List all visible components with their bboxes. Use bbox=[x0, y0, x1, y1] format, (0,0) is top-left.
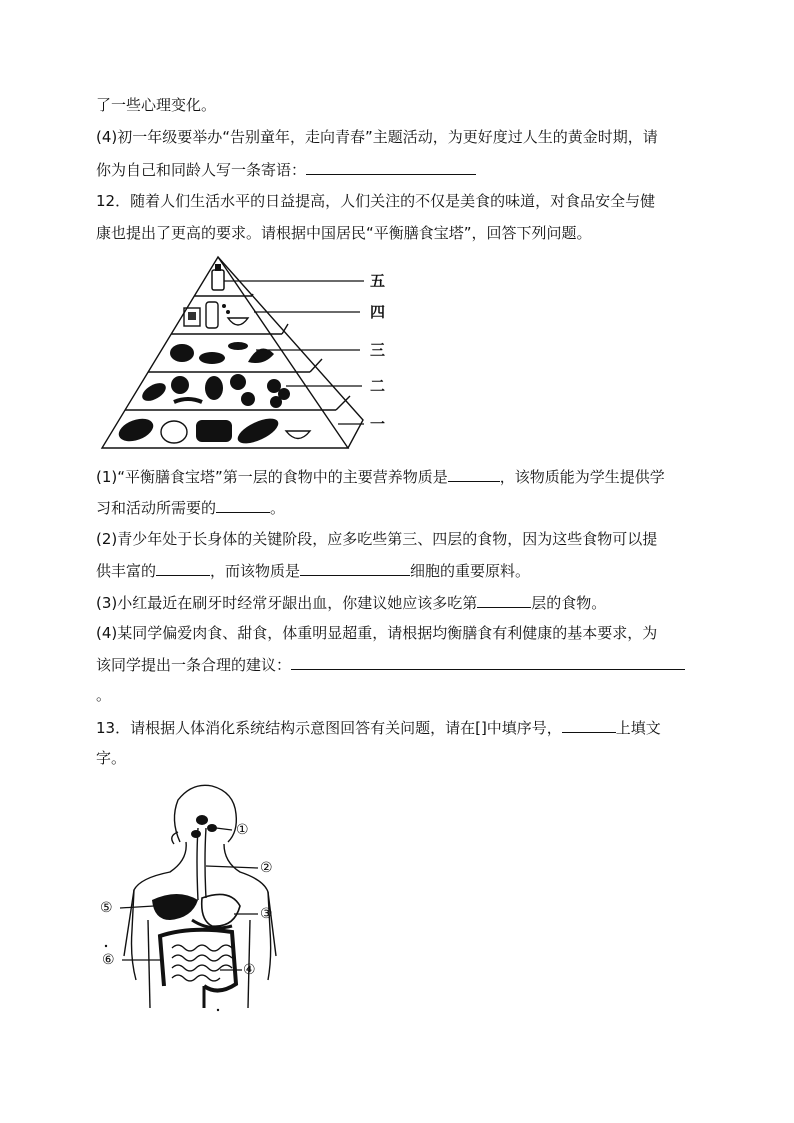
tier2-food-icons bbox=[139, 374, 290, 408]
digest-label-1: ① bbox=[236, 822, 249, 838]
q12-p1-blank1[interactable] bbox=[448, 465, 500, 482]
q12-p1-text-d: 。 bbox=[270, 499, 286, 517]
digest-label-3: ③ bbox=[260, 906, 273, 922]
tier4-food-icons bbox=[184, 302, 248, 328]
q12-p3-line bbox=[96, 591, 606, 614]
q12-p2-text-c: 细胞的重要原料。 bbox=[410, 562, 531, 580]
food-pyramid-figure bbox=[98, 254, 398, 454]
q12-p4-end: 。 bbox=[96, 686, 112, 704]
q12-p1-line1 bbox=[96, 465, 665, 488]
q12-p3-text-a: (3)小红最近在刷牙时经常牙龈出血，你建议她应该多吃第 bbox=[96, 594, 478, 612]
digest-label-6: ⑥ bbox=[102, 952, 115, 968]
q11-tail-line: 了一些心理变化。 bbox=[96, 96, 217, 114]
salivary-gland bbox=[191, 815, 217, 838]
q12-p1-text-c: 习和活动所需要的 bbox=[96, 499, 217, 517]
q12-intro-line1: 12．随着人们生活水平的日益提高，人们关注的不仅是美食的味道，对食品安全与健 bbox=[96, 192, 656, 210]
pyramid-label-2: 二 bbox=[370, 377, 386, 395]
digest-label-5: ⑤ bbox=[100, 900, 113, 916]
tier5-food-icon bbox=[212, 264, 224, 290]
small-intestine bbox=[172, 945, 232, 981]
q12-p2-line2 bbox=[96, 559, 530, 582]
q12-p2-text-a: 供丰富的 bbox=[96, 562, 157, 580]
tier3-food-icons bbox=[170, 342, 274, 364]
q12-p3-text-b: 层的食物。 bbox=[531, 594, 607, 612]
q13-line1 bbox=[96, 716, 661, 739]
q12-p2-line1: (2)青少年处于长身体的关键阶段，应多吃些第三、四层的食物，因为这些食物可以提 bbox=[96, 530, 658, 548]
q13-line2: 字。 bbox=[96, 749, 127, 767]
q11-p4-line1: (4)初一年级要举办“告别童年，走向青春”主题活动，为更好度过人生的黄金时期，请 bbox=[96, 128, 658, 146]
q12-p2-text-b: ，而该物质是 bbox=[210, 562, 301, 580]
q12-p3-blank[interactable] bbox=[477, 591, 531, 608]
q12-intro-line2: 康也提出了更高的要求。请根据中国居民“平衡膳食宝塔”，回答下列问题。 bbox=[96, 224, 592, 242]
pyramid-label-4: 四 bbox=[370, 303, 386, 321]
q11-p4-line2 bbox=[96, 158, 476, 181]
q12-p1-blank2[interactable] bbox=[216, 496, 270, 513]
stomach bbox=[202, 894, 240, 926]
q13-text-a: 13．请根据人体消化系统结构示意图回答有关问题，请在[]中填序号， bbox=[96, 719, 562, 737]
pyramid-label-5: 五 bbox=[370, 272, 386, 290]
q12-p2-blank2[interactable] bbox=[300, 559, 410, 576]
digestive-system-figure bbox=[100, 780, 300, 1016]
q13-blank[interactable] bbox=[562, 716, 616, 733]
q12-p4-line2 bbox=[96, 653, 685, 676]
q12-p1-text-a: (1)“平衡膳食宝塔”第一层的食物中的主要营养物质是 bbox=[96, 468, 448, 486]
q11-p4-prompt: 你为自己和同龄人写一条寄语： bbox=[96, 161, 307, 179]
pyramid-label-3: 三 bbox=[370, 341, 386, 359]
q11-answer-blank[interactable] bbox=[306, 158, 476, 175]
q12-p1-line2 bbox=[96, 496, 285, 519]
q12-p1-text-b: ，该物质能为学生提供学 bbox=[499, 468, 665, 486]
liver bbox=[152, 894, 198, 920]
tier1-food-icons bbox=[116, 414, 310, 449]
digest-label-4: ④ bbox=[243, 962, 256, 978]
q12-p4-prompt: 该同学提出一条合理的建议： bbox=[96, 656, 292, 674]
q13-text-b: 上填文 bbox=[615, 719, 661, 737]
pyramid-label-1: 一 bbox=[370, 415, 386, 433]
large-intestine bbox=[160, 930, 236, 991]
digest-label-2: ② bbox=[260, 860, 273, 876]
q12-p2-blank1[interactable] bbox=[156, 559, 210, 576]
q12-p4-line1: (4)某同学偏爱肉食、甜食，体重明显超重，请根据均衡膳食有利健康的基本要求，为 bbox=[96, 624, 658, 642]
q12-p4-blank[interactable] bbox=[291, 653, 685, 670]
